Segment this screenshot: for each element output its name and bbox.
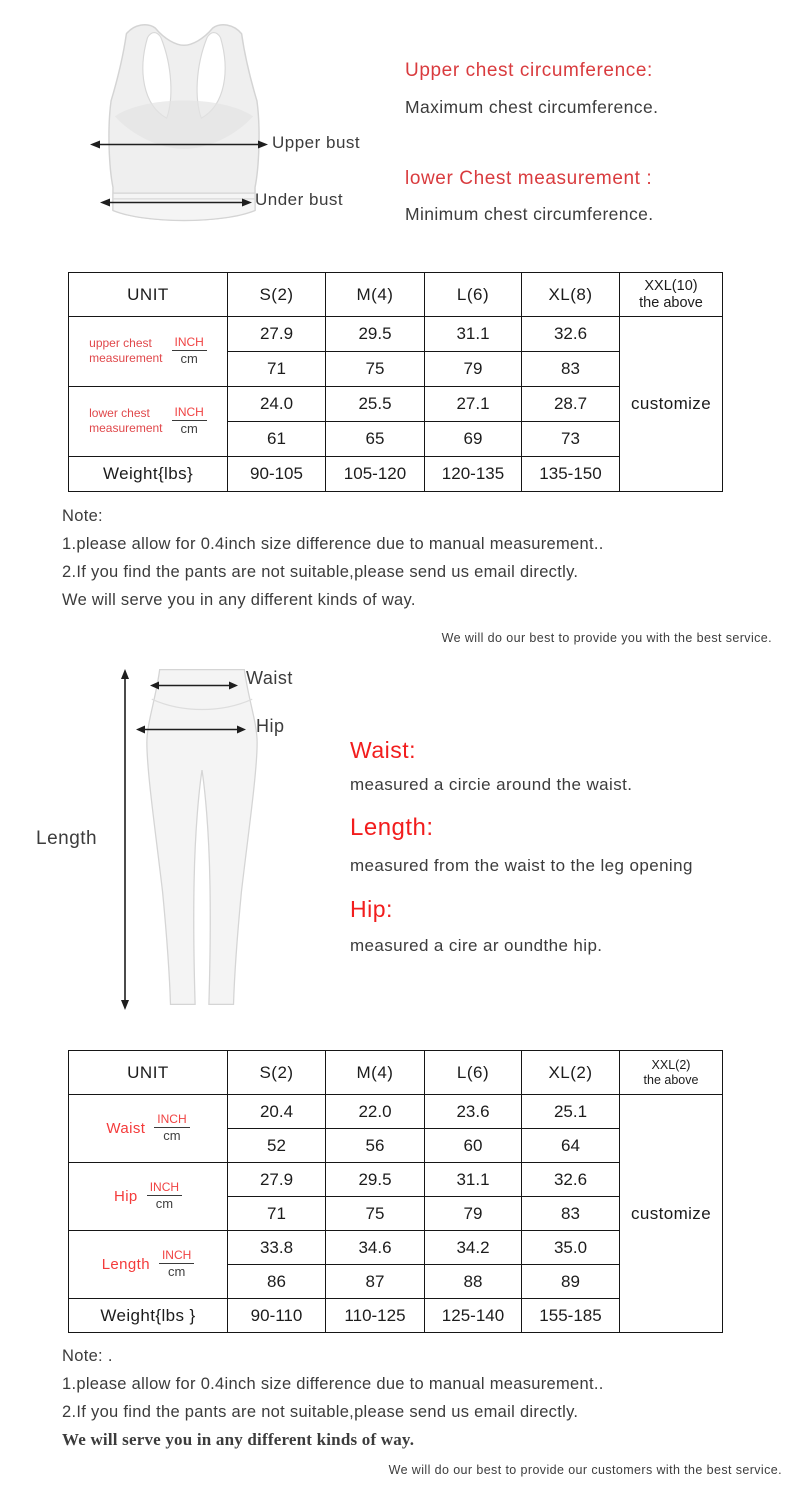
size-cell: 27.9	[228, 1163, 326, 1197]
size-cell: 75	[326, 352, 425, 387]
row-label-length	[69, 1231, 228, 1299]
size-cell: 110-125	[326, 1299, 425, 1333]
header-cell: M(4)	[326, 273, 425, 317]
size-cell: 125-140	[425, 1299, 522, 1333]
size-cell: 90-110	[228, 1299, 326, 1333]
lower-chest-description: Minimum chest circumference.	[405, 204, 654, 224]
size-cell: 83	[522, 352, 620, 387]
size-cell: 89	[522, 1265, 620, 1299]
xxl-size-text: XXL(10)	[644, 277, 698, 294]
size-cell: 105-120	[326, 457, 425, 492]
size-cell: 65	[326, 422, 425, 457]
note-title: Note: .	[62, 1347, 113, 1365]
note-line: We will serve you in any different kinds of way.	[62, 591, 416, 609]
size-cell: 22.0	[326, 1095, 425, 1129]
hip-heading: Hip:	[350, 896, 393, 922]
hip-description: measured a cire ar oundthe hip.	[350, 936, 603, 955]
size-cell: 23.6	[425, 1095, 522, 1129]
header-cell: S(2)	[228, 1051, 326, 1095]
unit-fraction	[154, 1113, 189, 1143]
size-cell: 24.0	[228, 387, 326, 422]
size-cell: 25.5	[326, 387, 425, 422]
length-arrow	[119, 669, 131, 1010]
size-cell: 71	[228, 352, 326, 387]
service-statement-2: We will do our best to provide our customers with the best service.	[388, 1463, 782, 1477]
size-cell: 71	[228, 1197, 326, 1231]
customize-cell: customize	[620, 317, 723, 492]
size-cell: 155-185	[522, 1299, 620, 1333]
header-cell: XL(8)	[522, 273, 620, 317]
unit-fraction	[147, 1181, 182, 1211]
upper-bust-label: Upper bust	[272, 133, 361, 152]
header-cell: UNIT	[69, 1051, 228, 1095]
note-line: 1.please allow for 0.4inch size difference due to manual measurement..	[62, 535, 604, 553]
unit-fraction	[172, 406, 207, 436]
size-cell: 32.6	[522, 317, 620, 352]
size-cell: 88	[425, 1265, 522, 1299]
size-cell: 32.6	[522, 1163, 620, 1197]
size-cell: 75	[326, 1197, 425, 1231]
unit-fraction	[172, 336, 207, 366]
size-cell: 29.5	[326, 317, 425, 352]
note-line: 2.If you find the pants are not suitable,please send us email directly.	[62, 563, 579, 581]
size-cell: 31.1	[425, 1163, 522, 1197]
upper-chest-description: Maximum chest circumference.	[405, 97, 659, 117]
row-label-weight: Weight{lbs }	[69, 1299, 228, 1333]
lower-chest-heading: lower Chest measurement :	[405, 168, 653, 189]
size-cell: 35.0	[522, 1231, 620, 1265]
row-label-text: lower chest	[89, 406, 150, 421]
size-cell: 73	[522, 422, 620, 457]
row-label-lower-chest	[69, 387, 228, 457]
note-line: We will serve you in any different kinds of way.	[62, 1430, 415, 1449]
waist-heading: Waist:	[350, 737, 417, 763]
size-cell: 90-105	[228, 457, 326, 492]
size-cell: 120-135	[425, 457, 522, 492]
bra-size-table	[68, 272, 723, 492]
size-cell: 27.1	[425, 387, 522, 422]
waist-description: measured a circie around the waist.	[350, 775, 633, 794]
size-cell: 79	[425, 1197, 522, 1231]
inch-unit-label: INCH	[154, 1113, 189, 1128]
row-label-text: upper chest	[89, 336, 152, 351]
size-cell: 86	[228, 1265, 326, 1299]
note-title: Note:	[62, 507, 103, 525]
cm-unit-label: cm	[180, 421, 198, 437]
waist-diagram-label: Waist	[246, 668, 293, 688]
size-cell: 61	[228, 422, 326, 457]
length-diagram-label: Length	[36, 828, 98, 849]
row-label-weight: Weight{lbs}	[69, 457, 228, 492]
header-cell-xxl	[620, 1051, 723, 1095]
service-statement-1: We will do our best to provide you with the best service.	[441, 631, 772, 645]
size-cell: 52	[228, 1129, 326, 1163]
header-cell: L(6)	[425, 1051, 522, 1095]
size-cell: 79	[425, 352, 522, 387]
size-cell: 20.4	[228, 1095, 326, 1129]
upper-chest-heading: Upper chest circumference:	[405, 60, 653, 81]
cm-unit-label: cm	[163, 1128, 181, 1144]
row-label-hip	[69, 1163, 228, 1231]
inch-unit-label: INCH	[172, 406, 207, 421]
header-cell: UNIT	[69, 273, 228, 317]
size-cell: 64	[522, 1129, 620, 1163]
size-cell: 31.1	[425, 317, 522, 352]
size-cell: 83	[522, 1197, 620, 1231]
note-block-1	[62, 502, 604, 614]
xxl-above-text: the above	[643, 1072, 699, 1087]
length-description: measured from the waist to the leg opening	[350, 856, 693, 875]
header-cell: M(4)	[326, 1051, 425, 1095]
row-label-text: Waist	[106, 1119, 146, 1137]
header-cell: S(2)	[228, 273, 326, 317]
row-label-upper-chest	[69, 317, 228, 387]
size-cell: 28.7	[522, 387, 620, 422]
header-cell: XL(2)	[522, 1051, 620, 1095]
row-label-text: Length	[101, 1255, 150, 1273]
under-bust-arrow	[100, 197, 252, 208]
customize-cell: customize	[620, 1095, 723, 1333]
size-cell: 135-150	[522, 457, 620, 492]
xxl-above-text: the above	[639, 294, 703, 311]
cm-unit-label: cm	[167, 1264, 186, 1280]
size-cell: 34.6	[326, 1231, 425, 1265]
cm-unit-label: cm	[155, 1196, 174, 1212]
size-cell: 27.9	[228, 317, 326, 352]
leggings-illustration	[138, 664, 266, 1012]
size-cell: 25.1	[522, 1095, 620, 1129]
header-cell-xxl	[620, 273, 723, 317]
row-label-text: Hip	[113, 1187, 138, 1205]
xxl-size-text: XXL(2)	[651, 1058, 691, 1073]
hip-arrow	[136, 724, 246, 735]
note-block-2	[62, 1342, 604, 1454]
header-cell: L(6)	[425, 273, 522, 317]
waist-arrow	[150, 680, 238, 691]
inch-unit-label: INCH	[147, 1181, 182, 1196]
cm-unit-label: cm	[180, 351, 198, 367]
size-cell: 87	[326, 1265, 425, 1299]
row-label-text: measurement	[89, 421, 163, 436]
length-heading: Length:	[350, 814, 434, 841]
note-line: 2.If you find the pants are not suitable,please send us email directly.	[62, 1403, 579, 1421]
leggings-size-table	[68, 1050, 723, 1333]
inch-unit-label: INCH	[159, 1249, 194, 1264]
size-cell: 34.2	[425, 1231, 522, 1265]
row-label-waist	[69, 1095, 228, 1163]
size-cell: 29.5	[326, 1163, 425, 1197]
size-cell: 33.8	[228, 1231, 326, 1265]
upper-bust-arrow	[90, 139, 268, 150]
size-cell: 69	[425, 422, 522, 457]
inch-unit-label: INCH	[172, 336, 207, 351]
unit-fraction	[159, 1249, 194, 1279]
under-bust-label: Under bust	[255, 190, 344, 209]
hip-diagram-label: Hip	[256, 716, 285, 736]
row-label-text: measurement	[89, 351, 163, 366]
size-cell: 56	[326, 1129, 425, 1163]
size-cell: 60	[425, 1129, 522, 1163]
note-line: 1.please allow for 0.4inch size difference due to manual measurement..	[62, 1375, 604, 1393]
